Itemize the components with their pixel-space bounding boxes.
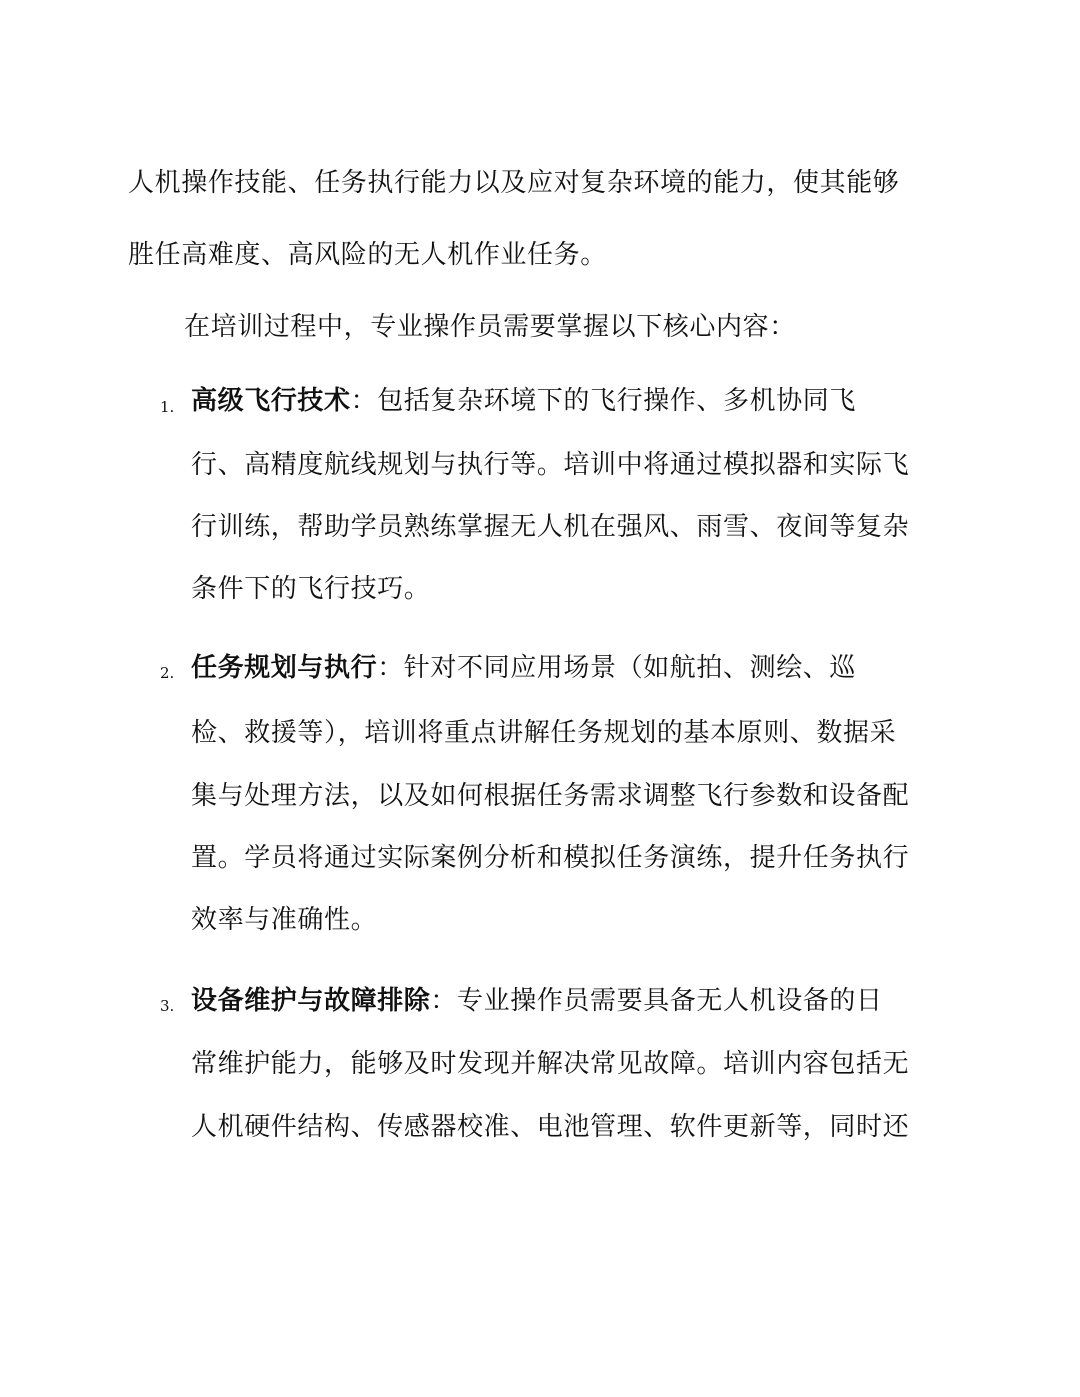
list-item-title: 设备维护与故障排除 — [191, 986, 431, 1016]
list-item-line: 行训练，帮助学员熟练掌握无人机在强风、雨雪、夜间等复杂 — [191, 512, 910, 542]
list-item-text: ：包括复杂环境下的飞行操作、多机协同飞 — [350, 386, 857, 416]
intro-line-1: 人机操作技能、任务执行能力以及应对复杂环境的能力，使其能够 — [128, 168, 900, 198]
list-item-line: 行、高精度航线规划与执行等。培训中将通过模拟器和实际飞 — [191, 450, 910, 480]
list-item-text: ：针对不同应用场景（如航拍、测绘、巡 — [377, 653, 857, 683]
list-item-first-line — [191, 984, 883, 1018]
list-number: 3. — [160, 997, 175, 1015]
list-number: 1. — [160, 398, 175, 416]
list-item-line: 人机硬件结构、传感器校准、电池管理、软件更新等，同时还 — [191, 1112, 910, 1142]
list-item-text: ：专业操作员需要具备无人机设备的日 — [430, 986, 883, 1016]
list-item-first-line — [191, 384, 856, 418]
list-item-line: 集与处理方法，以及如何根据任务需求调整飞行参数和设备配 — [191, 781, 910, 811]
list-item-line: 条件下的飞行技巧。 — [191, 574, 431, 604]
lead-paragraph: 在培训过程中，专业操作员需要掌握以下核心内容： — [184, 312, 796, 342]
list-item-line: 置。学员将通过实际案例分析和模拟任务演练，提升任务执行 — [191, 843, 910, 873]
list-item-line: 检、救援等），培训将重点讲解任务规划的基本原则、数据采 — [191, 718, 897, 748]
list-number: 2. — [160, 664, 175, 682]
intro-line-2: 胜任高难度、高风险的无人机作业任务。 — [128, 240, 607, 270]
list-item-first-line — [191, 651, 856, 685]
list-item-title: 高级飞行技术 — [191, 386, 351, 416]
list-item-title: 任务规划与执行 — [191, 653, 378, 683]
list-item-line: 效率与准确性。 — [191, 905, 378, 935]
list-item-line: 常维护能力，能够及时发现并解决常见故障。培训内容包括无 — [191, 1049, 910, 1079]
